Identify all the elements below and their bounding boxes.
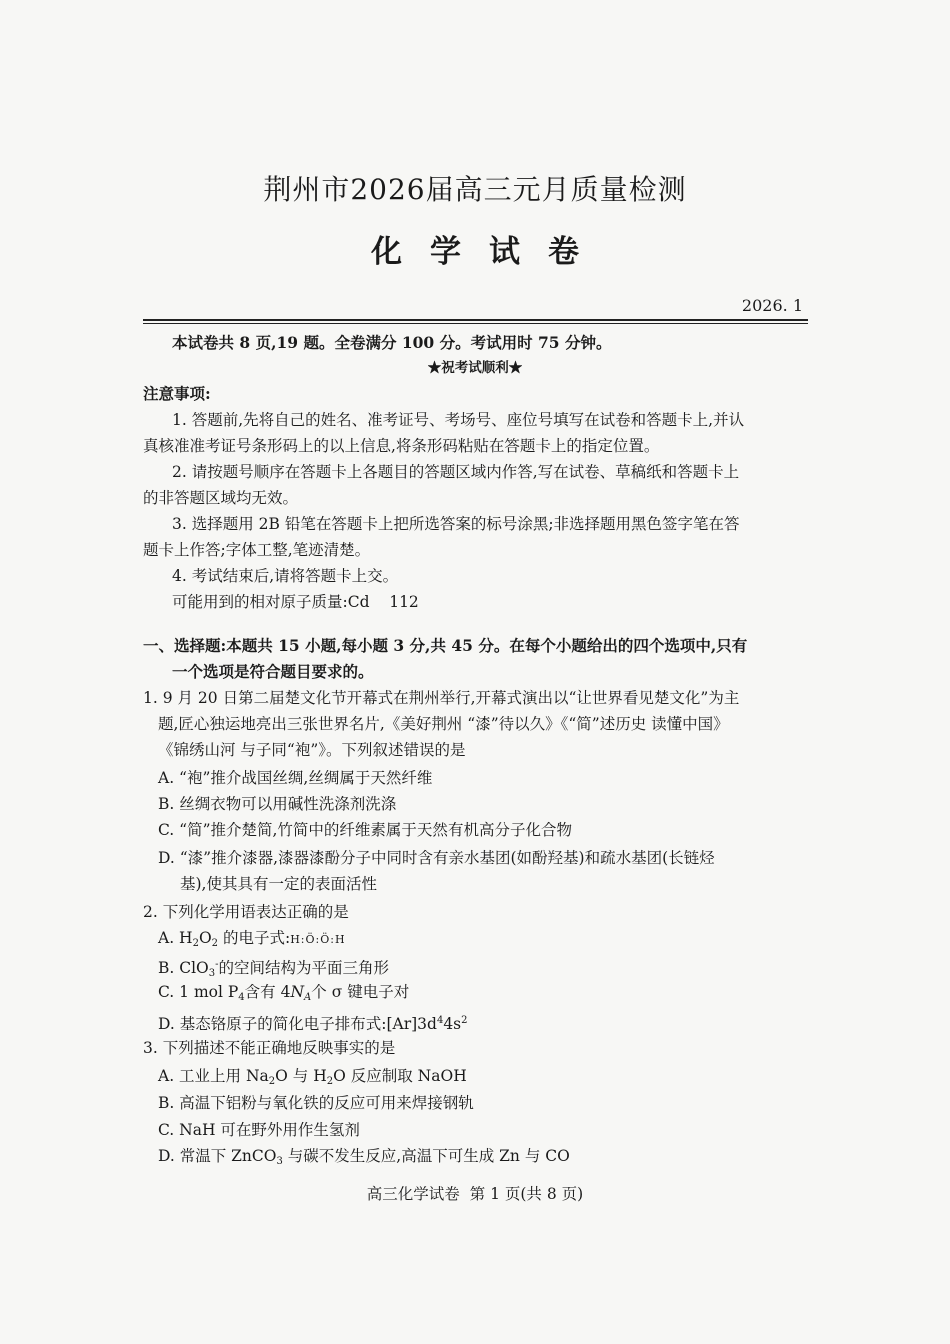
q2a-sub-1: 2 (192, 938, 199, 949)
q2d-sup-2: 2 (461, 1015, 468, 1026)
q2b-post: 的空间结构为平面三角形 (218, 959, 390, 977)
header-rule-thick (143, 319, 808, 321)
atomic-mass-note: 可能用到的相对原子质量:Cd 112 (172, 593, 419, 611)
q2a-sub-2: 2 (211, 938, 219, 949)
q3a-pre: A. 工业上用 Na (158, 1067, 269, 1085)
q2c-post: 个 σ 键电子对 (311, 983, 410, 1001)
q2b-sup: - (215, 959, 219, 970)
question-2-stem: 2. 下列化学用语表达正确的是 (143, 903, 349, 921)
q2d-mid: 4s (443, 1015, 462, 1033)
q2d-sup-1: 4 (436, 1015, 444, 1026)
section-1-heading-line-1: 一、选择题:本题共 15 小题,每小题 3 分,共 45 分。在每个小题给出的四个选项中,只有 (143, 636, 748, 655)
question-1-stem-line-2: 题,匠心独运地亮出三张世界名片,《美好荆州 “漆”待以久》《“简”述历史 读懂中国》 (158, 715, 729, 733)
q2c-sub: 4 (238, 992, 245, 1003)
q2c-na-sub: A (304, 992, 312, 1003)
question-1-stem-line-3: 《锦绣山河 与子同“袍”》。下列叙述错误的是 (158, 741, 466, 759)
header-rule-thin (143, 323, 808, 324)
question-2-option-c (158, 982, 409, 1008)
notice-1-line-1: 1. 答题前,先将自己的姓名、准考证号、考场号、座位号填写在试卷和答题卡上,并认 (172, 411, 745, 429)
exam-title: 荆州市2026届高三元月质量检测 (263, 173, 687, 206)
question-1-option-d-line-2: 基),使其具有一定的表面活性 (180, 875, 377, 893)
q2c-na: N (290, 983, 305, 1001)
question-3-option-a (158, 1066, 467, 1092)
q2b-pre: B. ClO (158, 959, 209, 977)
question-3-option-b: B. 高温下铝粉与氧化铁的反应可用来焊接钢轨 (158, 1094, 474, 1112)
blessing: ★祝考试顺利★ (427, 360, 523, 376)
notice-heading: 注意事项: (143, 384, 211, 403)
question-1-stem-line-1: 1. 9 月 20 日第二届楚文化节开幕式在荆州举行,开幕式演出以“让世界看见楚文化”为主 (143, 689, 740, 707)
exam-date: 2026. 1 (741, 296, 803, 315)
q3a-post: O 反应制取 NaOH (333, 1067, 467, 1085)
q2a-post: 的电子式: (218, 929, 291, 947)
notice-2-line-2: 的非答题区域均无效。 (143, 489, 299, 507)
q2a-pre: A. H (158, 929, 193, 947)
question-3-option-d (158, 1146, 570, 1172)
notice-1-line-2: 真核准准考证号条形码上的以上信息,将条形码粘贴在答题卡上的指定位置。 (143, 437, 660, 455)
q2a-o: O (198, 929, 212, 947)
notice-3-line-1: 3. 选择题用 2B 铅笔在答题卡上把所选答案的标号涂黑;非选择题用黑色签字笔在答 (172, 515, 740, 533)
q2d-pre: D. 基态铬原子的简化电子排布式:[Ar]3d (158, 1015, 437, 1033)
question-2-option-a (158, 928, 346, 954)
question-2-option-b (158, 955, 389, 984)
q2c-mid: 含有 4 (244, 983, 291, 1001)
q3a-mid: O 与 H (275, 1067, 327, 1085)
question-3-stem: 3. 下列描述不能正确地反映事实的是 (143, 1039, 396, 1057)
page-footer: 高三化学试卷 第 1 页(共 8 页) (366, 1185, 584, 1203)
notice-2-line-1: 2. 请按题号顺序在答题卡上各题目的答题区域内作答,写在试卷、草稿纸和答题卡上 (172, 463, 740, 481)
question-2-option-d (158, 1011, 468, 1034)
q2c-pre: C. 1 mol P (158, 983, 239, 1001)
notice-3-line-2: 题卡上作答;字体工整,笔迹清楚。 (143, 541, 371, 559)
q2b-sub: 3 (208, 968, 216, 979)
question-1-option-c: C. “简”推介楚简,竹简中的纤维素属于天然有机高分子化合物 (158, 821, 572, 839)
subject-title: 化学试卷 (371, 234, 607, 270)
question-1-option-b: B. 丝绸衣物可以用碱性洗涤剂洗涤 (158, 795, 397, 813)
q3d-sub: 3 (276, 1156, 283, 1167)
notice-4: 4. 考试结束后,请将答题卡上交。 (172, 567, 399, 585)
section-1-heading-line-2: 一个选项是符合题目要求的。 (172, 662, 374, 681)
q2a-electron-formula: H:Ö:Ö:H (290, 933, 346, 946)
q3d-pre: D. 常温下 ZnCO (158, 1147, 277, 1165)
q3a-sub-1: 2 (268, 1076, 276, 1087)
question-1-option-d-line-1: D. “漆”推介漆器,漆器漆酚分子中同时含有亲水基团(如酚羟基)和疏水基团(长链烃 (158, 849, 715, 867)
exam-summary: 本试卷共 8 页,19 题。全卷满分 100 分。考试用时 75 分钟。 (172, 333, 612, 352)
q3a-sub-2: 2 (326, 1076, 334, 1087)
question-3-option-c: C. NaH 可在野外用作生氢剂 (158, 1121, 360, 1139)
question-1-option-a: A. “袍”推介战国丝绸,丝绸属于天然纤维 (158, 769, 433, 787)
q3d-post: 与碳不发生反应,高温下可生成 Zn 与 CO (282, 1147, 570, 1165)
